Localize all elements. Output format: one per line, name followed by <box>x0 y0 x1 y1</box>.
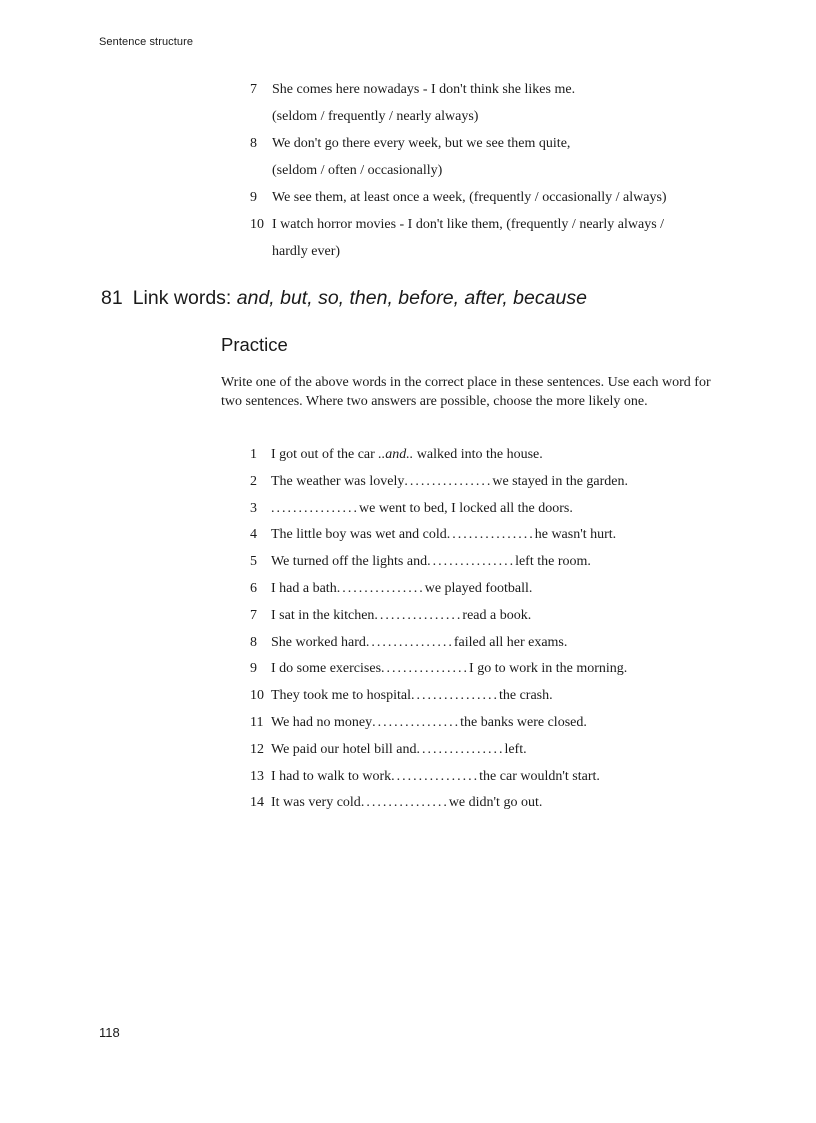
exercise-item <box>250 790 720 817</box>
item-sentence <box>271 656 627 683</box>
sentence-end: the banks were closed. <box>460 714 587 730</box>
sentence-start: I do some exercises <box>271 661 382 677</box>
sentence-start: They took me to hospital <box>271 688 411 704</box>
item-text: I watch horror movies - I don't like them, (frequently / nearly always / <box>272 217 665 232</box>
sentence-end: walked into the house. <box>413 447 543 462</box>
answer-gap: ................ <box>374 607 463 623</box>
item-text: She comes here nowadays - I don't think she likes me. <box>272 82 576 97</box>
answer-gap: ................ <box>365 634 454 650</box>
sentence-end: we didn't go out. <box>448 795 543 811</box>
item-number: 14 <box>250 795 264 811</box>
exercise-item <box>250 737 720 764</box>
sentence-start: I got out of the car <box>271 447 379 462</box>
exercise-item <box>250 764 720 791</box>
item-number: 10 <box>250 217 264 232</box>
item-sentence <box>271 576 532 603</box>
exercise-item <box>250 630 720 657</box>
sentence-end: we played football. <box>424 580 533 596</box>
sentence-end: the crash. <box>498 688 553 704</box>
page-number: 118 <box>99 1025 120 1040</box>
item-number: 4 <box>250 527 257 543</box>
sentence-end: he wasn't hurt. <box>534 527 617 543</box>
list-item <box>250 130 730 184</box>
sentence-start: We had no money <box>271 714 373 730</box>
sentence-start: I sat in the kitchen <box>271 607 375 623</box>
item-sentence <box>271 496 573 523</box>
list-item <box>250 184 730 211</box>
exercise-item <box>250 522 720 549</box>
item-options: (seldom / frequently / nearly always) <box>272 109 479 124</box>
answer-gap: ................ <box>391 768 480 784</box>
item-text: We don't go there every week, but we see them quite, <box>272 136 571 151</box>
item-number: 9 <box>250 190 257 205</box>
answer-gap: ................ <box>404 473 493 489</box>
answer-gap: ................ <box>381 661 470 677</box>
exercise-item <box>250 469 720 496</box>
exercise-item <box>250 683 720 710</box>
item-number: 1 <box>250 447 257 462</box>
sentence-end: the car wouldn't start. <box>479 768 600 784</box>
item-number: 11 <box>250 714 264 730</box>
answer-gap: ................ <box>416 741 505 757</box>
previous-exercise-list <box>250 76 730 265</box>
sentence-end: failed all her exams. <box>453 634 568 650</box>
list-item <box>250 211 730 265</box>
unit-heading <box>101 287 587 310</box>
sentence-start: The weather was lovely <box>271 473 405 489</box>
item-sentence <box>271 603 531 630</box>
sentence-start: I had a bath <box>271 580 337 596</box>
exercise-item <box>250 496 720 523</box>
practice-heading: Practice <box>221 334 288 355</box>
exercise-item <box>250 549 720 576</box>
unit-word-list: and, but, so, then, before, after, because <box>236 287 587 309</box>
item-options: hardly ever) <box>272 244 341 259</box>
sentence-end: we stayed in the garden. <box>492 473 629 489</box>
exercise-list <box>250 442 720 817</box>
example-answer: ..and.. <box>378 447 414 462</box>
sentence-start: It was very cold <box>271 795 361 811</box>
sentence-end: left. <box>504 741 527 757</box>
item-number: 10 <box>250 688 264 704</box>
item-text: We see them, at least once a week, (frequently / occasionally / always) <box>272 190 667 205</box>
sentence-start: We paid our hotel bill and <box>271 741 417 757</box>
item-sentence <box>271 764 600 791</box>
item-sentence <box>271 683 553 710</box>
item-number: 13 <box>250 768 264 784</box>
answer-gap: ................ <box>336 580 425 596</box>
item-number: 5 <box>250 554 257 570</box>
item-sentence <box>271 737 527 764</box>
sentence-end: left the room. <box>515 554 591 570</box>
sentence-start: She worked hard <box>271 634 366 650</box>
item-number: 8 <box>250 634 257 650</box>
exercise-item <box>250 603 720 630</box>
answer-gap: ................ <box>372 714 461 730</box>
running-head: Sentence structure <box>99 36 194 48</box>
unit-number: 81 <box>101 287 123 309</box>
item-sentence <box>271 630 567 657</box>
item-number: 8 <box>250 136 257 151</box>
answer-gap: ................ <box>427 554 516 570</box>
item-sentence <box>271 710 587 737</box>
item-number: 9 <box>250 661 257 677</box>
item-sentence <box>271 790 542 817</box>
item-sentence <box>271 442 543 469</box>
item-number: 12 <box>250 741 264 757</box>
item-number: 3 <box>250 500 257 516</box>
sentence-start: We turned off the lights and <box>271 554 428 570</box>
list-item <box>250 76 730 130</box>
item-sentence <box>271 469 628 496</box>
unit-title: Link words: <box>132 287 232 309</box>
instructions: Write one of the above words in the correct place in these sentences. Use each word for two sentences. Where two answers are possible, choose the more likely one. <box>221 375 711 409</box>
item-number: 7 <box>250 607 257 623</box>
answer-gap: ................ <box>360 795 449 811</box>
exercise-item <box>250 710 720 737</box>
item-options: (seldom / often / occasionally) <box>272 163 443 178</box>
answer-gap: ................ <box>446 527 535 543</box>
item-sentence <box>271 522 616 549</box>
sentence-end: read a book. <box>462 607 532 623</box>
item-number: 7 <box>250 82 257 97</box>
sentence-start: I had to walk to work <box>271 768 392 784</box>
answer-gap: ................ <box>410 688 499 704</box>
item-number: 2 <box>250 473 257 489</box>
item-number: 6 <box>250 580 257 596</box>
exercise-item <box>250 576 720 603</box>
sentence-start: The little boy was wet and cold <box>271 527 447 543</box>
answer-gap: ................ <box>271 500 359 516</box>
exercise-item <box>250 656 720 683</box>
item-sentence <box>271 549 591 576</box>
exercise-item <box>250 442 720 469</box>
sentence-end: we went to bed, I locked all the doors. <box>359 500 573 516</box>
sentence-end: I go to work in the morning. <box>469 661 628 677</box>
